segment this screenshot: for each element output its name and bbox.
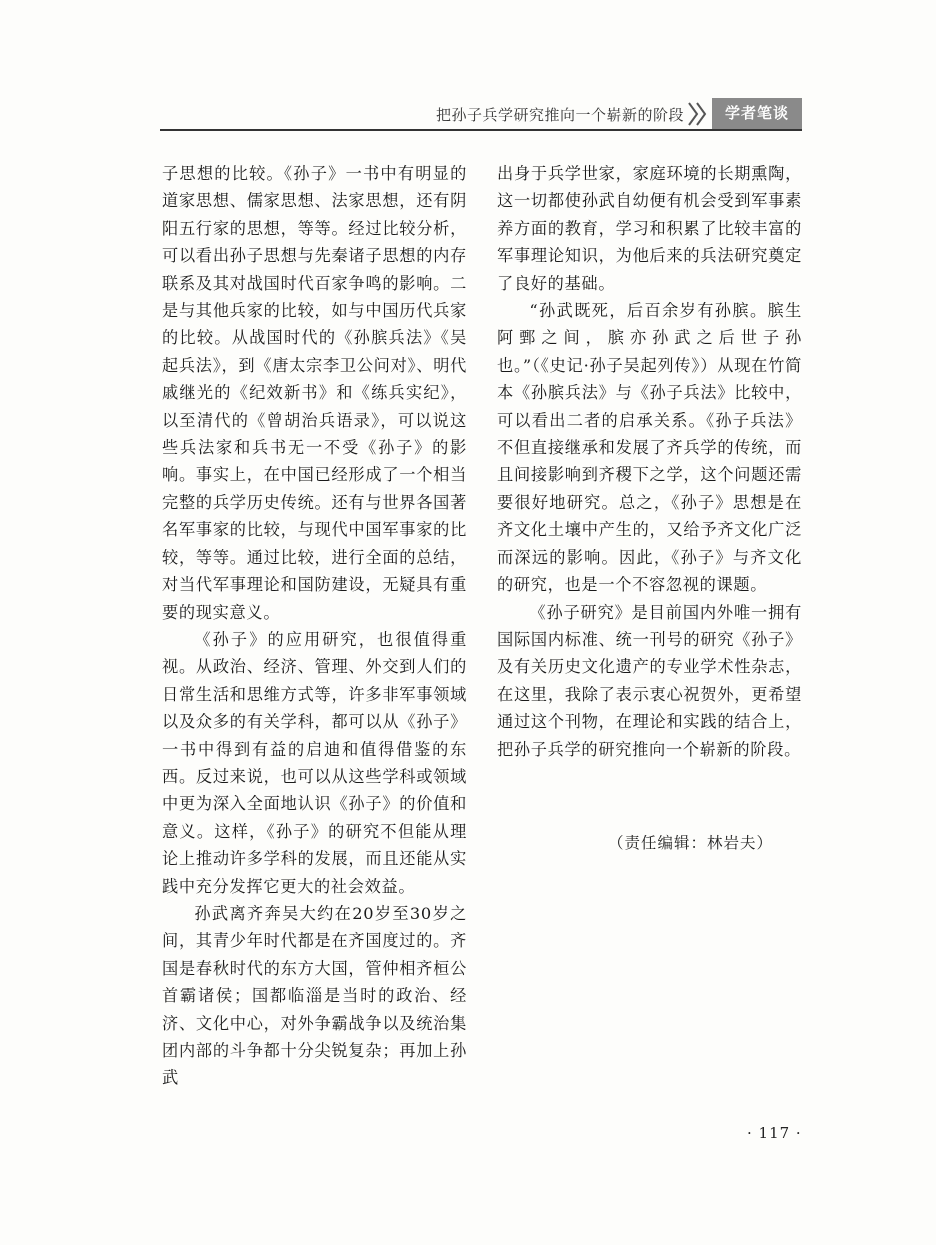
right-column [497, 160, 802, 763]
paragraph: 出身于兵学世家，家庭环境的长期熏陶，这一切都使孙武自幼便有机会受到军事素养方面的教育，学习和积累了比较丰富的军事理论知识，为他后来的兵法研究奠定了良好的基础。 [497, 164, 802, 293]
paragraph: 子思想的比较。《孙子》一书中有明显的道家思想、儒家思想、法家思想，还有阴阳五行家的思想，等等。经过比较分析，可以看出孙子思想与先秦诸子思想的内存联系及其对战国时代百家争鸣的影响。二是与其他兵家的比较，如与中国历代兵家的比较。从战国时代的《孙膑兵法》《吴起兵法》，到《唐太宗李卫公问对》、明代戚继光的《纪效新书》和《练兵实纪》，以至清代的《曾胡治兵语录》，可以说这些兵法家和兵书无一不受《孙子》的影响。事实上，在中国已经形成了一个相当完整的兵学历史传统。还有与世界各国著名军事家的比较，与现代中国军事家的比较，等等。通过比较，进行全面的总结，对当代军事理论和国防建设，无疑具有重要的现实意义。 [162, 164, 467, 622]
paragraph: 孙武离齐奔吴大约在20岁至30岁之间，其青少年时代都是在齐国度过的。齐国是春秋时代的东方大国，管仲相齐桓公首霸诸侯；国都临淄是当时的政治、经济、文化中心，对外争霸战争以及统治集团内部的斗争都十分尖锐复杂；再加上孙武 [162, 903, 467, 1088]
paragraph: 《孙子》的应用研究，也很值得重视。从政治、经济、管理、外交到人们的日常生活和思维方式等，许多非军事领域以及众多的有关学科，都可以从《孙子》一书中得到有益的启迪和值得借鉴的东西。反过来说，也可以从这些学科或领域中更为深入全面地认识《孙子》的价值和意义。这样，《孙子》的研究不但能从理论上推动许多学科的发展，而且还能从实践中充分发挥它更大的社会效益。 [162, 629, 467, 896]
article-title: 把孙子兵学研究推向一个崭新的阶段 [435, 106, 684, 124]
page-number: · 117 · [747, 1124, 802, 1142]
header-rule [160, 129, 802, 131]
paragraph: 《孙子研究》是目前国内外唯一拥有国际国内标准、统一刊号的研究《孙子》及有关历史文化遗产的专业学术性杂志，在这里，我除了表示衷心祝贺外，更希望通过这个刊物，在理论和实践的结合上，把孙子兵学的研究推向一个崭新的阶段。 [497, 602, 802, 759]
running-header [160, 98, 802, 132]
double-chevron-icon [686, 101, 710, 127]
left-column [162, 160, 467, 1092]
paragraph: “孙武既死，后百余岁有孙膑。膑生阿鄄之间，膑亦孙武之后世子孙也。”（《史记·孙子吴起列传》）从现在竹简本《孙膑兵法》与《孙子兵法》比较中，可以看出二者的启承关系。《孙子兵法》不但直接继承和发展了齐兵学的传统，而且间接影响到齐稷下之学，这个问题还需要很好地研究。总之，《孙子》思想是在齐文化土壤中产生的，又给予齐文化广泛而深远的影响。因此，《孙子》与齐文化的研究，也是一个不容忽视的课题。 [497, 301, 802, 595]
editor-note: （责任编辑：林岩夫） [608, 834, 774, 852]
section-label: 学者笔谈 [712, 98, 802, 129]
